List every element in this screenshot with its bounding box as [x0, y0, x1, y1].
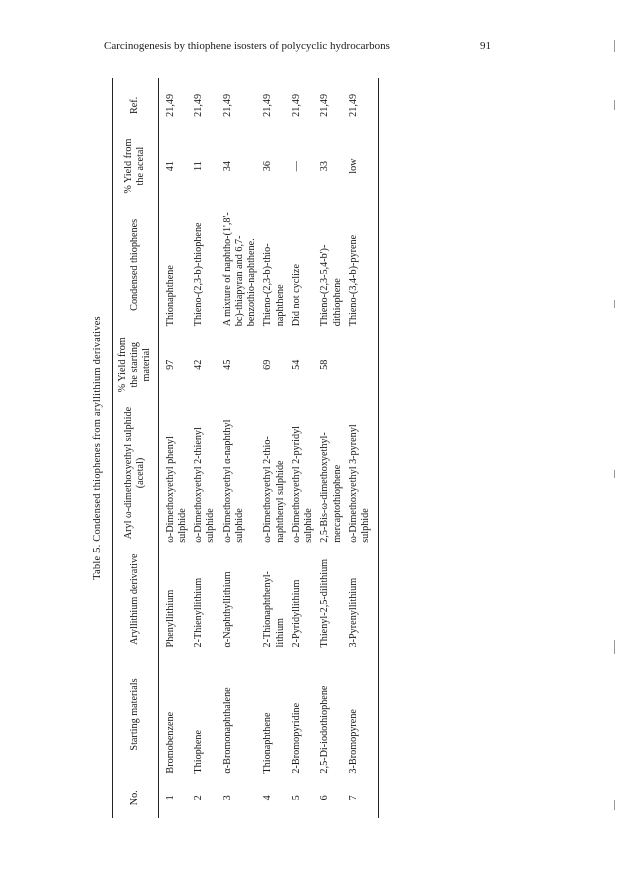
cell-acetal: 2,5-Bis-ω-dimethoxyethyl-mercaptothiophene — [319, 432, 343, 543]
cell-condensed-thiophene: Thionaphthene — [164, 265, 176, 327]
cell-acetal: ω-Dimethoxyethyl 3-pyrenyl sulphide — [346, 399, 379, 547]
cell-starting-material: Thiophene — [193, 729, 205, 774]
cell-yield-acetal: 34 — [221, 161, 233, 172]
cell-yield-start: 97 — [164, 359, 176, 370]
cell-no: 2 — [193, 795, 205, 801]
cell-aryllithium: α-Naphthyllithium — [221, 571, 233, 648]
cell-acetal: ω-Dimethoxyethyl 2-pyridyl sulphide — [290, 426, 315, 543]
cell-condensed-thiophene: Thieno-(2,3-b)-thiophene — [193, 222, 205, 327]
column-header: Condensed thiophenes — [113, 199, 159, 330]
cell-acetal: ω-Dimethoxyethyl 2-thio-naphthenyl sulphide — [262, 436, 286, 543]
column-header: Aryl ω-dimethoxyethyl sulphide (acetal) — [113, 399, 159, 547]
edge-mark — [614, 640, 615, 654]
cell-aryllithium: Thienyl-2,5-dilithium — [319, 558, 331, 648]
cell-aryllithium: 2-Thienyllithium — [193, 577, 205, 648]
edge-mark — [614, 300, 615, 308]
cell-condensed-thiophene: Did not cyclize — [290, 264, 302, 327]
column-header: Ref. — [113, 78, 159, 133]
edge-mark — [614, 800, 615, 810]
table-row — [220, 78, 261, 818]
cell-condensed-thiophene: Thieno-(2,3-b)-thio-naphthene — [262, 243, 286, 327]
table-row — [260, 78, 288, 818]
cell-ref: 21,49 — [164, 93, 176, 117]
cell-yield-acetal: — — [290, 161, 302, 172]
cell-yield-acetal: 33 — [319, 161, 331, 172]
cell-ref: 21,49 — [193, 93, 205, 117]
cell-condensed-thiophene: Thieno-(3,4-b)-pyrene — [346, 199, 379, 330]
column-header: Starting materials — [113, 651, 159, 777]
cell-aryllithium: 3-Pyrenyllithium — [346, 547, 379, 652]
column-header: % Yield from the acetal — [113, 133, 159, 200]
cell-aryllithium: Phenyllithium — [164, 589, 176, 648]
table-row — [158, 78, 191, 818]
cell-starting-material: Thionaphthene — [262, 712, 274, 774]
edge-mark — [614, 100, 615, 110]
table-row — [346, 78, 379, 818]
cell-yield-start: 54 — [290, 359, 302, 370]
rotated-table — [92, 78, 424, 818]
cell-no: 5 — [290, 795, 302, 801]
table-row — [289, 78, 317, 818]
cell-starting-material: α-Bromonaphthalene — [221, 687, 233, 774]
cell-condensed-thiophene: A mixture of naphtho-(1',8'-bc)-thiapyran and 6,7-benzothio-naphthene. — [221, 212, 258, 327]
edge-mark — [614, 40, 615, 52]
cell-ref: 21,49 — [319, 93, 331, 117]
cell-condensed-thiophene: Thieno-(2,3-5,4-b')-dithiophene — [319, 244, 343, 327]
cell-yield-start: 45 — [221, 359, 233, 370]
cell-yield-start: 58 — [319, 359, 331, 370]
edge-mark — [614, 470, 615, 478]
cell-aryllithium: 2-Thionaphthenyl-lithium — [262, 571, 286, 648]
running-title: Carcinogenesis by thiophene isosters of polycyclic hydrocarbons — [104, 40, 390, 52]
column-header: No. — [113, 778, 159, 818]
cell-ref: 21,49 — [262, 93, 274, 117]
cell-aryllithium: 2-Pyridyllithium — [290, 579, 302, 648]
page-number: 91 — [480, 40, 491, 52]
column-header: Aryllithium derivative — [113, 547, 159, 652]
cell-yield-start — [346, 330, 379, 399]
cell-yield-acetal: 41 — [164, 161, 176, 172]
cell-no: 3 — [221, 795, 233, 801]
cell-yield-start: 42 — [193, 359, 205, 370]
cell-acetal: ω-Dimethoxyethyl 2-thienyl sulphide — [193, 427, 217, 543]
cell-acetal: ω-Dimethoxyethyl α-naphthyl sulphide — [221, 419, 245, 543]
cell-starting-material: 2,5-Di-iodothiophene — [319, 685, 331, 774]
cell-yield-start: 69 — [262, 359, 274, 370]
column-header: % Yield from the starting material — [113, 330, 159, 399]
cell-ref: 21,49 — [221, 93, 233, 117]
cell-yield-acetal: low — [346, 133, 379, 200]
cell-acetal: ω-Dimethoxyethyl phenyl sulphide — [164, 436, 188, 543]
scan-edge-marks — [614, 40, 617, 840]
cell-starting-material: 3-Bromopyrene — [346, 651, 379, 777]
table-caption: Table 5. Condensed thiophenes from aryllithium derivatives — [92, 316, 103, 580]
cell-no: 1 — [164, 795, 176, 801]
cell-ref: 21,49 — [290, 93, 302, 117]
cell-no: 4 — [262, 795, 274, 801]
cell-yield-acetal: 36 — [262, 161, 274, 172]
cell-starting-material: Bromobenzene — [164, 711, 176, 774]
data-table — [112, 78, 379, 818]
cell-no: 7 — [346, 778, 379, 818]
cell-yield-acetal: 11 — [193, 161, 205, 172]
cell-ref: 21,49 — [346, 78, 379, 133]
cell-starting-material: 2-Bromopyridine — [290, 702, 302, 774]
table-header-row — [113, 78, 159, 818]
table-row — [317, 78, 345, 818]
table-row — [191, 78, 219, 818]
cell-no: 6 — [319, 795, 331, 801]
